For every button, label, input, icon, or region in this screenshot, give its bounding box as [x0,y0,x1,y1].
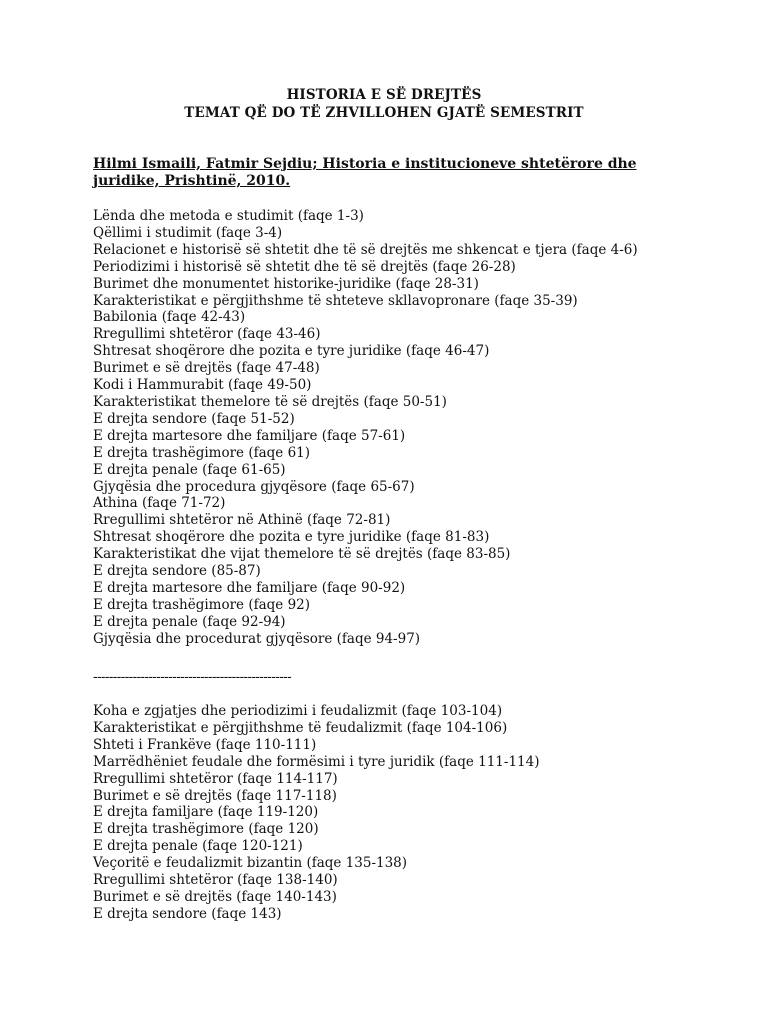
list-item: Gjyqësia dhe procedurat gjyqësore (faqe 94-97) [93,630,421,647]
list-item: Burimet e së drejtës (faqe 47-48) [93,360,320,377]
list-item: E drejta martesore dhe familjare (faqe 90-92) [93,579,406,596]
list-item: Karakteristikat e përgjithshme të shteteve skllavopronare (faqe 35-39) [93,292,578,309]
list-item: Burimet e së drejtës (faqe 140-143) [93,888,337,905]
list-item: Kodi i Hammurabit (faqe 49-50) [93,377,312,394]
list-item: Karakteristikat themelore të së drejtës (faqe 50-51) [93,393,447,410]
document-header [0,86,768,122]
list-item: E drejta trashëgimore (faqe 92) [93,596,311,613]
list-item: Gjyqësia dhe procedura gjyqësore (faqe 65-67) [93,478,415,495]
list-item: E drejta sendore (faqe 143) [93,905,282,922]
list-item: Rregullimi shtetëror (faqe 43-46) [93,326,321,343]
list-item: E drejta martesore dhe familjare (faqe 57-61) [93,427,406,444]
section-separator: -------------------------------------------------- [93,669,292,685]
topic-list-feudal [93,703,733,923]
list-item: Karakteristikat e përgjithshme të feudalizmit (faqe 104-106) [93,719,508,736]
list-item: Rregullimi shtetëror (faqe 114-117) [93,770,338,787]
list-item: E drejta familjare (faqe 119-120) [93,804,319,821]
list-item: Marrëdhëniet feudale dhe formësimi i tyre juridik (faqe 111-114) [93,753,540,770]
list-item: Rregullimi shtetëror (faqe 138-140) [93,872,338,889]
topic-list-ancient [93,208,733,648]
document-subtitle: TEMAT QË DO TË ZHVILLOHEN GJATË SEMESTRIT [184,105,584,121]
list-item: Athina (faqe 71-72) [93,495,226,512]
reference-citation: Hilmi Ismaili, Fatmir Sejdiu; Historia e institucioneve shtetërore dhe juridike, Prishtinë, 2010. [93,156,637,189]
list-item: E drejta sendore (faqe 51-52) [93,410,295,427]
list-item: Shteti i Frankëve (faqe 110-111) [93,736,317,753]
list-item: E drejta penale (faqe 92-94) [93,613,286,630]
list-item: Koha e zgjatjes dhe periodizimi i feudalizmit (faqe 103-104) [93,703,503,719]
list-item: E drejta penale (faqe 61-65) [93,461,286,478]
list-item: Lënda dhe metoda e studimit (faqe 1-3) [93,208,364,224]
list-item: Babilonia (faqe 42-43) [93,309,246,326]
document-title: HISTORIA E SË DREJTËS [286,87,482,103]
list-item: Rregullimi shtetëror në Athinë (faqe 72-81) [93,512,391,529]
list-item: Burimet dhe monumentet historike-juridike (faqe 28-31) [93,275,479,292]
list-item: Shtresat shoqërore dhe pozita e tyre juridike (faqe 81-83) [93,529,490,546]
list-item: Qëllimi i studimit (faqe 3-4) [93,224,283,241]
list-item: E drejta penale (faqe 120-121) [93,838,303,855]
list-item: Periodizimi i historisë së shtetit dhe të së drejtës (faqe 26-28) [93,258,516,275]
list-item: Burimet e së drejtës (faqe 117-118) [93,787,337,804]
list-item: E drejta trashëgimore (faqe 120) [93,821,319,838]
list-item: E drejta sendore (85-87) [93,563,261,580]
list-item: Veçoritë e feudalizmit bizantin (faqe 135-138) [93,855,408,872]
list-item: E drejta trashëgimore (faqe 61) [93,444,311,461]
list-item: Shtresat shoqërore dhe pozita e tyre juridike (faqe 46-47) [93,343,490,360]
list-item: Karakteristikat dhe vijat themelore të së drejtës (faqe 83-85) [93,546,511,563]
list-item: Relacionet e historisë së shtetit dhe të së drejtës me shkencat e tjera (faqe 4-6) [93,241,638,258]
